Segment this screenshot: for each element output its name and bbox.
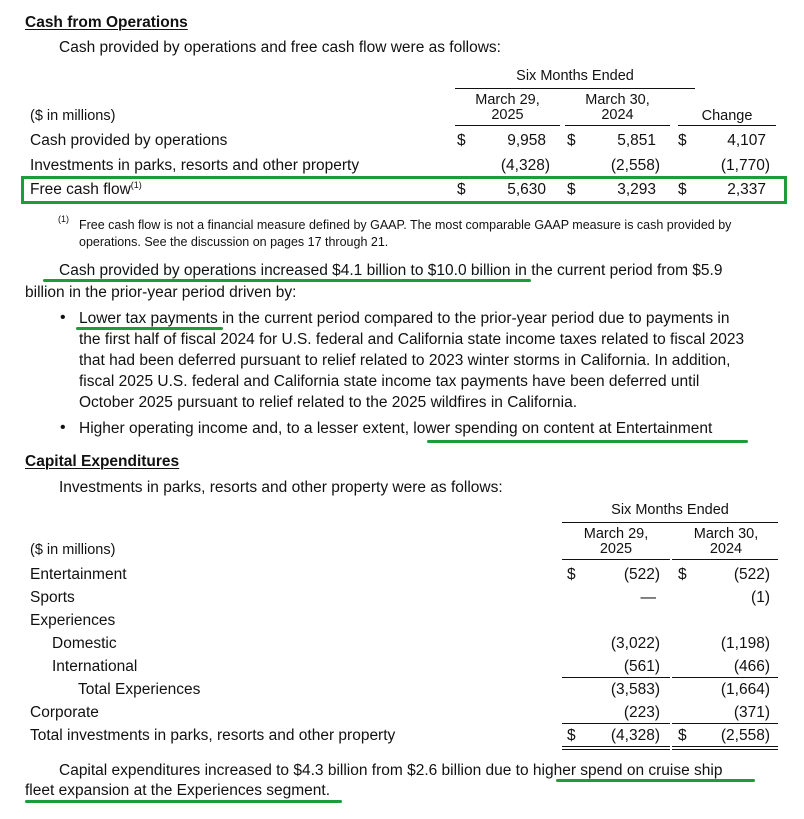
footnote-mark: (1) — [58, 214, 69, 224]
col-double-rule-2024 — [672, 749, 778, 750]
bullet-line: that had been deferred pursuant to relief related to 2023 winter storms in California. In addition, — [79, 352, 731, 369]
col-double-rule-2025 — [562, 749, 670, 750]
cell-value: (223) — [623, 704, 660, 721]
col-rule-2024 — [565, 125, 670, 126]
row-label: Total Experiences — [78, 681, 201, 698]
highlight-underline — [427, 440, 748, 443]
cell-value: 4,107 — [727, 132, 766, 149]
paragraph-line: fleet expansion at the Experiences segment. — [25, 782, 331, 799]
bullet-line: Higher operating income and, to a lesser extent, lower spending on content at Entertainment — [79, 420, 713, 437]
cell-value: (1,664) — [720, 681, 770, 698]
dollar-sign: $ — [457, 181, 466, 198]
cell-value: 5,851 — [617, 132, 656, 149]
cell-value: 2,337 — [727, 181, 766, 198]
col-header-2025-line2: 2025 — [491, 107, 524, 123]
cell-value: (1,770) — [720, 157, 770, 174]
row-label: Experiences — [30, 612, 116, 629]
col-header-2024-line1: March 30, — [693, 526, 759, 542]
cell-value: (2,558) — [610, 157, 660, 174]
section-intro: Cash provided by operations and free cash flow were as follows: — [59, 39, 501, 56]
footnote-text-line1: Free cash flow is not a financial measure defined by GAAP. The most comparable GAAP measure is cash provided by — [79, 218, 732, 232]
cell-value: (1,198) — [720, 635, 770, 652]
col-header-change: Change — [701, 108, 753, 124]
col-rule-2024 — [672, 677, 778, 678]
bullet-marker: • — [60, 309, 66, 326]
row-label: Cash provided by operations — [30, 132, 228, 149]
period-header-rule — [455, 88, 695, 89]
col-rule-2025 — [562, 723, 670, 724]
cell-value: (466) — [733, 658, 770, 675]
bullet-marker: • — [60, 419, 66, 436]
row-label: Corporate — [30, 704, 99, 721]
cell-value: (522) — [623, 566, 660, 583]
row-label: Sports — [30, 589, 75, 606]
unit-label: ($ in millions) — [30, 108, 116, 124]
section-intro: Investments in parks, resorts and other property were as follows: — [59, 479, 503, 496]
cell-value: (522) — [733, 566, 770, 583]
dollar-sign: $ — [457, 132, 466, 149]
col-header-2024-line2: 2024 — [709, 541, 743, 557]
row-label: International — [52, 658, 138, 675]
col-double-rule-2025 — [562, 746, 670, 747]
paragraph-line: Cash provided by operations increased $4.1 billion to $10.0 billion in the current period from $5.9 — [59, 262, 723, 279]
col-rule-2024 — [672, 723, 778, 724]
col-double-rule-2024 — [672, 746, 778, 747]
cell-value: (4,328) — [500, 157, 550, 174]
row-label-total: Total investments in parks, resorts and other property — [30, 727, 396, 744]
dollar-sign: $ — [678, 727, 687, 744]
col-header-2024-line2: 2024 — [601, 107, 634, 123]
highlight-underline — [76, 327, 223, 330]
col-rule-2025 — [455, 125, 560, 126]
dollar-sign: $ — [678, 566, 687, 583]
period-header: Six Months Ended — [611, 502, 729, 518]
cell-value: (2,558) — [720, 727, 770, 744]
col-header-2025-line1: March 29, — [475, 92, 540, 108]
col-rule-2025 — [562, 559, 670, 560]
cell-value: (561) — [623, 658, 660, 675]
dollar-sign: $ — [678, 132, 687, 149]
dollar-sign: $ — [678, 181, 687, 198]
footnote-text-line2: operations. See the discussion on pages 17 through 21. — [79, 235, 389, 249]
dollar-sign: $ — [567, 566, 576, 583]
bullet-line: fiscal 2025 U.S. federal and California state income tax payments have been deferred until — [79, 373, 700, 390]
period-header-rule — [562, 522, 778, 523]
cell-value: (3,022) — [610, 635, 660, 652]
paragraph-line: billion in the prior-year period driven by: — [25, 284, 297, 301]
paragraph-line: Capital expenditures increased to $4.3 billion from $2.6 billion due to higher spend on cruise ship — [59, 762, 723, 779]
row-label: Domestic — [52, 635, 117, 652]
dollar-sign: $ — [567, 181, 576, 198]
cell-value: (371) — [733, 704, 770, 721]
cell-value: 3,293 — [617, 181, 656, 198]
col-rule-2024 — [672, 559, 778, 560]
col-rule-change — [678, 125, 776, 126]
row-label-free-cash-flow: Free cash flow$^{(1)}$ — [30, 179, 142, 198]
col-rule-2025 — [562, 677, 670, 678]
cell-value: (3,583) — [610, 681, 660, 698]
unit-label: ($ in millions) — [30, 542, 116, 558]
section-heading-capital-expenditures: Capital Expenditures — [25, 453, 180, 470]
highlight-underline — [43, 279, 531, 282]
highlight-underline — [25, 800, 342, 803]
cell-value: — — [640, 589, 656, 606]
row-label: Entertainment — [30, 566, 127, 583]
cell-value: (4,328) — [610, 727, 660, 744]
bullet-line: the first half of fiscal 2024 for U.S. federal and California state income taxes related to fiscal 2023 — [79, 331, 745, 348]
dollar-sign: $ — [567, 132, 576, 149]
footnote-ref: (1) — [130, 179, 142, 190]
col-header-2024-line1: March 30, — [585, 92, 650, 108]
highlight-underline — [556, 779, 755, 782]
section-heading-cash-from-operations: Cash from Operations — [25, 14, 188, 31]
bullet-line: October 2025 pursuant to relief related to the 2025 wildfires in California. — [79, 394, 578, 411]
cell-value: 9,958 — [507, 132, 546, 149]
period-header: Six Months Ended — [516, 68, 634, 84]
cell-value: 5,630 — [507, 181, 546, 198]
col-header-2025-line2: 2025 — [599, 541, 633, 557]
bullet-line: Lower tax payments in the current period compared to the prior-year period due to payments in — [79, 310, 730, 327]
col-header-2025-line1: March 29, — [583, 526, 649, 542]
row-label: Investments in parks, resorts and other property — [30, 157, 360, 174]
dollar-sign: $ — [567, 727, 576, 744]
cell-value: (1) — [751, 589, 770, 606]
